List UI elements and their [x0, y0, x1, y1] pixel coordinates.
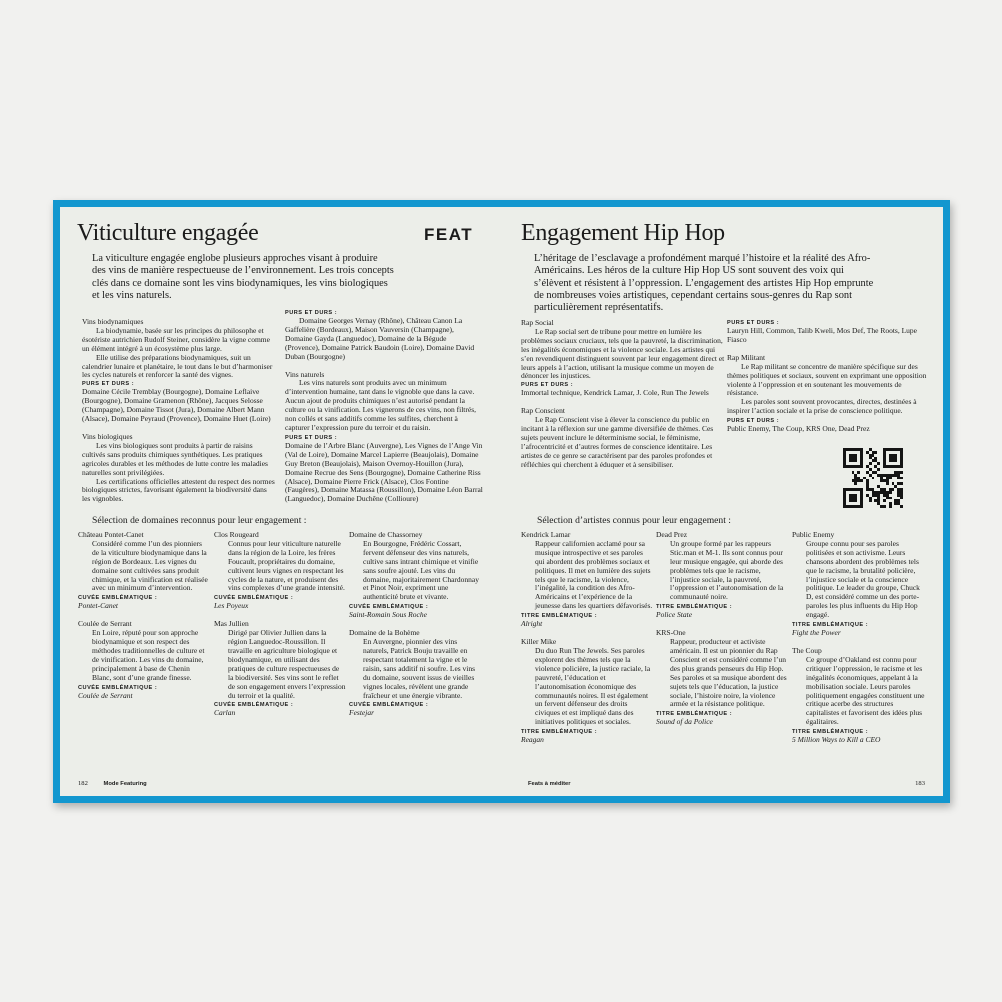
domain-description: En Loire, réputé pour son approche biodynamique et son respect des méthodes traditionnelles de culture et de vinification. Les vins du domaine, principalement à base de Chenin Blanc, sont d’une grande finesse.: [92, 628, 205, 682]
heading-vins-biologiques: Vins biologiques: [82, 431, 133, 441]
domain-description: Considéré comme l’un des pionniers de la viticulture biodynamique dans la région de Bordeaux. Les vignes du domaine sont cultivées sans produit chimique, et la vinification est réalisée avec un minimum d’intervention.: [92, 538, 208, 593]
domain-name: Domaine de Chassorney: [349, 530, 423, 539]
list-item: [349, 629, 483, 718]
intro-viticulture: La viticulture engagée englobe plusieurs approches visant à produire des vins de manière respectueuse de l’environnement. Les trois concepts clés dans ce domaine sont les vins biodynamiques, les vins biologiques et les vins naturels.: [92, 253, 394, 301]
cuvee-name: Les Poyeux: [214, 601, 249, 611]
domain-description: Dirigé par Olivier Jullien dans la région Languedoc-Roussillon. Il travaille en agriculture biologique et biodynamique, en utilisant des pratiques de culture respectueuses de la biodiversité. Ses vins sont le reflet de son engagement envers l’expression du terroir et la qualité.: [228, 628, 346, 700]
purs-et-durs-label: PURS ET DURS :: [285, 434, 338, 441]
artist-column-3: [792, 531, 926, 754]
cuvee-label: CUVÉE EMBLÉMATIQUE :: [349, 702, 429, 709]
cuvee-name: Coulée de Serrant: [78, 690, 133, 700]
list-item: [349, 531, 483, 620]
titre-label: TITRE EMBLÉMATIQUE :: [521, 729, 598, 736]
paragraph: Les paroles sont souvent provocantes, directes, destinées à inspirer l’action sociale et la prise de conscience politique.: [727, 397, 917, 416]
artist-column-1: [521, 531, 654, 754]
domain-name: Mas Jullien: [214, 619, 249, 629]
domain-name: Clos Rougeard: [214, 530, 259, 539]
footer-left: [78, 780, 147, 788]
intro-hip-hop: L’héritage de l’esclavage a profondément marqué l’histoire et la réalité des Afro-Américains. Les héros de la culture Hip Hop US sont souvent des voix qui s’élèvent et résistent à l’oppression. L’engagement des artistes Hip Hop emprunte de nombreuses voies artistiques, cependant certains sous-genres du Rap sont particulièrement représentatifs.: [534, 253, 874, 314]
purs-et-durs-label: PURS ET DURS :: [727, 418, 780, 425]
list-item: [78, 531, 210, 611]
titre-label: TITRE EMBLÉMATIQUE :: [792, 622, 869, 629]
list-item: [214, 531, 346, 611]
selection-heading-artistes: Sélection d’artistes connus pour leur engagement :: [537, 515, 731, 526]
magazine-spread: [53, 200, 950, 803]
page-title-viticulture: Viticulture engagée: [77, 220, 259, 246]
article-column-1: [82, 318, 276, 504]
list-item: [521, 531, 654, 629]
purs-et-durs-label: PURS ET DURS :: [521, 382, 574, 389]
selection-heading-domaines: Sélection de domaines reconnus pour leur engagement :: [92, 515, 307, 526]
page-left: [60, 207, 501, 796]
cuvee-name: Festejar: [349, 708, 374, 718]
list-item: [521, 638, 654, 745]
page-right: [501, 207, 943, 796]
list-item: [656, 531, 789, 620]
heading-vins-biodynamiques: Vins biodynamiques: [82, 317, 144, 326]
artist-name: Public Enemy: [792, 530, 835, 539]
paragraph: Les certifications officielles attestent du respect des normes biologiques strictes, favorisant également la biodiversité dans les vignobles.: [82, 476, 275, 504]
footer-right-number: [915, 780, 925, 788]
article-column-2: [285, 309, 483, 504]
paragraph: Le Rap social sert de tribune pour mettre en lumière les problèmes sociaux cruciaux, tels que la pauvreté, la discrimination, les inégalités économiques et la violence sociale. Les artistes qui s’en revendiquent distinguent souvent par leur engagement direct et leurs appels à l’action, utilisant la musique comme un moyen de dénoncer les injustices.: [521, 326, 725, 381]
feat-label: FEAT: [424, 225, 474, 244]
page-number: 182: [78, 780, 88, 787]
purs-et-durs-label: PURS ET DURS :: [82, 381, 135, 388]
domain-column-2: [214, 531, 346, 727]
list-item: [78, 620, 210, 700]
list-biologiques: Domaine Georges Vernay (Rhône), Château Canon La Gaffelière (Bordeaux), Maison Vauversin (Champagne), Domaine Gayda (Languedoc), Domaine de la Bégude (Provence), Domaine Patrick Baudoin (Loire), Domaine David Duban (Bourgogne): [285, 316, 475, 361]
artist-name: Kendrick Lamar: [521, 530, 571, 539]
purs-et-durs-label: PURS ET DURS :: [727, 320, 780, 326]
cuvee-label: CUVÉE EMBLÉMATIQUE :: [349, 604, 429, 611]
domain-name: Château Pontet-Canet: [78, 530, 144, 539]
titre-label: TITRE EMBLÉMATIQUE :: [656, 711, 733, 718]
cuvee-label: CUVÉE EMBLÉMATIQUE :: [214, 595, 294, 602]
domain-description: En Auvergne, pionnier des vins naturels, Patrick Bouju travaille en respectant totalement la vigne et le raisin, sans additif ni soufre. Les vins du domaine, souvent issus de vieilles vignes locales, révèlent une grande fraîcheur et une énergie vibrante.: [363, 637, 476, 700]
artist-description: Rappeur, producteur et activiste américain. Il est un pionnier du Rap Conscient et est considéré comme l’un des plus grands penseurs du Hip Hop. Ses paroles et sa musique abordent des sujets tels que l’éducation, la justice sociale, l’histoire noire, la violence armée et la résistance politique.: [670, 637, 787, 709]
section-label: Feats à méditer: [528, 781, 571, 787]
artist-column-2: [656, 531, 789, 736]
qr-code-icon[interactable]: [843, 448, 903, 508]
paragraph: La biodynamie, basée sur les principes du philosophe et ésotériste autrichien Rudolf Steiner, considère la vigne comme un élément intégré à un écosystème plus large.: [82, 325, 270, 353]
paragraph: Le Rap Conscient vise à élever la conscience du public en incitant à la réflexion sur une gamme diversifiée de thèmes. Ces sujets peuvent inclure le déterminisme social, le féminisme, l’afrocentricité et d’autres formes de conscience identitaire. Les artistes de ce genre se caractérisent par des paroles profondes et réfléchies qui cherchent à éduquer et à sensibiliser.: [521, 415, 714, 469]
section-label: Mode Featuring: [103, 781, 147, 787]
domain-name: Domaine de la Bohème: [349, 628, 420, 638]
song-title: 5 Million Ways to Kill a CEO: [792, 735, 881, 745]
artist-description: Groupe connu pour ses paroles politisées et son activisme. Leurs chansons abordent des problèmes tels que le racisme, la brutalité policière, l’injustice sociale et la conscience politique. Le leader du groupe, Chuck D, est considéré comme un des porte-paroles les plus influents du Hip Hop engagé.: [806, 538, 920, 620]
paragraph: Le Rap militant se concentre de manière spécifique sur des thèmes politiques et sociaux, souvent en exprimant une opposition violente à l’oppression et en soutenant les mouvements de résistance.: [727, 361, 927, 398]
paragraph: Elle utilise des préparations biodynamiques, suit un calendrier lunaire et planétaire, le tout dans le but d’harmoniser les cycles naturels et renforcer la santé des vignes.: [82, 352, 273, 380]
domain-column-1: [78, 531, 210, 710]
titre-label: TITRE EMBLÉMATIQUE :: [656, 604, 733, 611]
artist-description: Un groupe formé par les rappeurs Stic.man et M-1. Ils sont connus pour leur musique engagée, qui aborde des problèmes tels que le racisme, l’injustice sociale, la pauvreté, l’oppression et l’autonomisation de la communauté noire.: [670, 538, 784, 602]
heading-rap-social: Rap Social: [521, 318, 554, 327]
titre-label: TITRE EMBLÉMATIQUE :: [792, 729, 869, 736]
list-rap-social: Immortal technique, Kendrick Lamar, J. Cole, Run The Jewels: [521, 388, 709, 398]
titre-label: TITRE EMBLÉMATIQUE :: [521, 613, 598, 620]
list-item: [214, 620, 346, 718]
song-title: Alright: [521, 619, 543, 629]
page-number: 183: [915, 780, 925, 787]
artist-name: The Coup: [792, 645, 822, 655]
artist-description: Rappeur californien acclamé pour sa musique introspective et ses paroles qui abordent des problèmes sociaux et politiques. Il met en lumière des sujets tels que le racisme, la violence, l’inégalité, la condition des Afro-Américains et l’expérience de la jeunesse dans les quartiers défavorisés.: [535, 538, 653, 611]
paragraph: Les vins biologiques sont produits à partir de raisins cultivés sans produits chimiques synthétiques. Les pratiques agricoles durables et les méthodes de lutte contre les maladies naturelles sont privilégiées.: [82, 440, 268, 477]
list-rap-militant: Public Enemy, The Coup, KRS One, Dead Prez: [727, 424, 870, 434]
domain-description: En Bourgogne, Frédéric Cossart, fervent défenseur des vins naturels, cultive sans intrant chimique et vinifie sans soufre ajouté. Les vins du domaine, majoritairement Chardonnay et Pinot Noir, expriment une authenticité brute et vivante.: [363, 538, 480, 602]
song-title: Reagan: [521, 735, 544, 745]
heading-rap-militant: Rap Militant: [727, 352, 766, 362]
artist-name: KRS-One: [656, 628, 686, 638]
domain-column-3: [349, 531, 483, 727]
article-column-3: [521, 319, 725, 470]
list-item: [656, 629, 789, 727]
domain-description: Connus pour leur viticulture naturelle dans la région de la Loire, les frères Foucault, propriétaires du domaine, cultivent leurs vignes en respectant les cycles de la nature, et produisent des vins complexes d’une grande intensité.: [228, 538, 345, 593]
paragraph: Les vins naturels sont produits avec un minimum d’intervention humaine, tant dans le vignoble que dans la cave. Aucun ajout de produits chimiques n’est autorisé pendant la culture ou la vinification. Les vignerons de ces vins, non filtrés, non collés et sans additifs comme les sulfites, cherchent à capturer l’expression pure du terroir et du raisin.: [285, 378, 476, 432]
cuvee-label: CUVÉE EMBLÉMATIQUE :: [78, 595, 158, 602]
list-rap-conscient: Lauryn Hill, Common, Talib Kweli, Mos Def, The Roots, Lupe Fiasco: [727, 326, 918, 344]
list-item: [792, 531, 926, 638]
purs-et-durs-label: PURS ET DURS :: [285, 310, 338, 316]
artist-name: Killer Mike: [521, 637, 557, 647]
cuvee-label: CUVÉE EMBLÉMATIQUE :: [214, 702, 294, 709]
cuvee-name: Carlan: [214, 708, 236, 718]
list-item: [792, 647, 926, 745]
spread-paper: [60, 207, 943, 796]
cuvee-name: Pontet-Canet: [78, 601, 118, 611]
artist-description: Ce groupe d’Oakland est connu pour critiquer l’oppression, le racisme et les inégalités économiques, appelant à la mobilisation sociale. Leurs paroles politiquement engagées constituent une critique acerbe des structures capitalistes et favorisent des idées plus égalitaires.: [806, 654, 925, 727]
artist-description: Du duo Run The Jewels. Ses paroles explorent des thèmes tels que la violence policière, la justice raciale, la pauvreté, l’éducation et l’autonomisation économique des communautés noires. Il est également un fervent défenseur des droits civiques et est impliqué dans des initiatives politiques et sociales.: [535, 645, 651, 727]
heading-vins-naturels: Vins naturels: [285, 369, 325, 379]
heading-rap-conscient: Rap Conscient: [521, 406, 565, 416]
artist-name: Dead Prez: [656, 530, 688, 539]
cuvee-label: CUVÉE EMBLÉMATIQUE :: [78, 684, 158, 691]
page-title-hip-hop: Engagement Hip Hop: [521, 220, 725, 246]
list-biodynamiques: Domaine Cécile Tremblay (Bourgogne), Domaine Leflaive (Bourgogne), Domaine Gramenon (Rhône), Jacques Selosse (Champagne), Domaine Tissot (Jura), Domaine Albert Mann (Alsace), Domaine Peyraud (Provence), Domaine Huet (Loire): [82, 387, 271, 424]
song-title: Sound of da Police: [656, 717, 713, 727]
footer-right-label: [528, 780, 571, 788]
domain-name: Coulée de Serrant: [78, 619, 132, 629]
article-column-4: [727, 319, 929, 434]
song-title: Police State: [656, 610, 693, 620]
song-title: Fight the Power: [792, 628, 841, 638]
list-naturels: Domaine de l’Arbre Blanc (Auvergne), Les Vignes de l’Ange Vin (Val de Loire), Domaine Marcel Lapierre (Beaujolais), Domaine Guy Breton (Beaujolais), Maison Overnoy-Houillon (Jura), Domaine Recrue des Sens (Bourgogne), Domaine Catherine Riss (Alsace), Domaine Pierre Frick (Alsace), Clos Fontine (Faugères), Domaine Matassa (Roussillon), Domaine Léon Barral (Languedoc), Domaine Duchêne (Collioure): [285, 440, 483, 504]
cuvee-name: Saint-Romain Sous Roche: [349, 610, 427, 620]
